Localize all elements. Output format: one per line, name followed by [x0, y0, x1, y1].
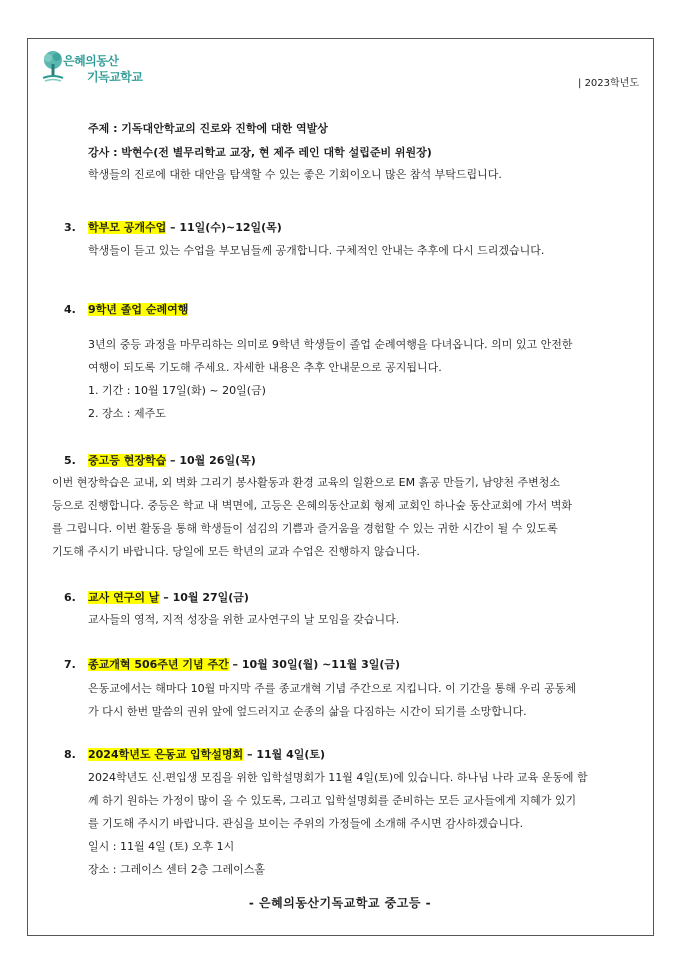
- section-number: 4.: [64, 303, 76, 316]
- section-text-line: 은동교에서는 해마다 10월 마지막 주를 종교개혁 기념 주간으로 지킵니다. 이 기간을 통해 우리 공동체: [88, 682, 576, 695]
- section-text-line: 2024학년도 신.편입생 모집을 위한 입학설명회가 11월 4일(토)에 있습니다. 하나님 나라 교육 운동에 함: [88, 771, 588, 784]
- section-title: 9학년 졸업 순례여행: [88, 303, 189, 316]
- section-number: 3.: [64, 221, 76, 234]
- section-title: 2024학년도 은동교 입학설명회: [88, 748, 244, 761]
- section-title: 학부모 공개수업: [88, 221, 167, 234]
- section-number: 8.: [64, 748, 76, 761]
- section-text-line: 이번 현장학습은 교내, 외 벽화 그리기 봉사활동과 환경 교육의 일환으로 EM 흙공 만들기, 남양천 주변청소: [52, 476, 561, 489]
- section-number: 6.: [64, 591, 76, 604]
- list-item: 1. 기간 : 10월 17일(화) ~ 20일(금): [88, 384, 266, 397]
- section-date: – 10월 30일(월) ~11월 3일(금): [228, 658, 401, 671]
- section-heading: [88, 221, 282, 235]
- section-heading: [88, 658, 400, 672]
- logo-text-line2: 기독교학교: [87, 70, 143, 84]
- section-date: – 10월 26일(목): [166, 454, 256, 467]
- list-item: 2. 장소 : 제주도: [88, 407, 166, 420]
- school-year: | 2023학년도: [578, 78, 639, 89]
- section-text-line: 를 그립니다. 이번 활동을 통해 학생들이 섬김의 기쁨과 즐거움을 경험할 수 있는 귀한 시간이 될 수 있도록: [52, 522, 558, 535]
- section-text-line: 기도해 주시기 바랍니다. 당일에 모든 학년의 교과 수업은 진행하지 않습니다.: [52, 545, 420, 558]
- section-text-line: 를 기도해 주시기 바랍니다. 관심을 보이는 주위의 가정들에 소개해 주시면 감사하겠습니다.: [88, 817, 524, 830]
- seminar-topic: 주제 : 기독대안학교의 진로와 진학에 대한 역발상: [88, 122, 328, 135]
- section-text-line: 3년의 중등 과정을 마무리하는 의미로 9학년 학생들이 졸업 순례여행을 다녀옵니다. 의미 있고 안전한: [88, 338, 573, 351]
- school-logo: [41, 48, 151, 88]
- seminar-note: 학생들의 진로에 대한 대안을 탐색할 수 있는 좋은 기회이오니 많은 참석 부탁드립니다.: [88, 168, 502, 181]
- section-heading: [88, 591, 249, 605]
- section-heading: [88, 303, 188, 317]
- section-heading: [88, 748, 325, 762]
- section-title: 교사 연구의 날: [88, 591, 160, 604]
- seminar-speaker: 강사 : 박현수(전 별무리학교 교장, 현 제주 레인 대학 설립준비 위원장): [88, 146, 432, 159]
- tree-icon: [41, 50, 65, 84]
- section-title: 중고등 현장학습: [88, 454, 167, 467]
- section-heading: [88, 454, 256, 468]
- section-date: – 10월 27일(금): [159, 591, 249, 604]
- section-text-line: 가 다시 한번 말씀의 권위 앞에 엎드러지고 순종의 삶을 다짐하는 시간이 되기를 소망합니다.: [88, 705, 527, 718]
- document-footer: - 은혜의동산기독교학교 중고등 -: [248, 896, 432, 910]
- section-text-line: 등으로 진행합니다. 중등은 학교 내 벽면에, 고등은 은혜의동산교회 형제 교회인 하나숲 동산교회에 가서 벽화: [52, 499, 572, 512]
- section-number: 5.: [64, 454, 76, 467]
- section-number: 7.: [64, 658, 76, 671]
- logo-text-line1: 은혜의동산: [63, 54, 119, 68]
- section-text-line: 께 하기 원하는 가정이 많이 올 수 있도록, 그리고 입학설명회를 준비하는 모든 교사들에게 지혜가 있기: [88, 794, 577, 807]
- section-text-line: 학생들이 듣고 있는 수업을 부모님들께 공개합니다. 구체적인 안내는 추후에 다시 드리겠습니다.: [88, 244, 545, 257]
- section-date: – 11월 4일(토): [243, 748, 326, 761]
- section-title: 종교개혁 506주년 기념 주간: [88, 658, 229, 671]
- section-text-line: 교사들의 영적, 지적 성장을 위한 교사연구의 날 모임을 갖습니다.: [88, 613, 400, 626]
- event-datetime: 일시 : 11월 4일 (토) 오후 1시: [88, 840, 235, 853]
- section-text-line: 여행이 되도록 기도해 주세요. 자세한 내용은 추후 안내문으로 공지됩니다.: [88, 361, 442, 374]
- event-location: 장소 : 그레이스 센터 2층 그레이스홀: [88, 863, 265, 876]
- section-date: – 11일(수)~12일(목): [166, 221, 282, 234]
